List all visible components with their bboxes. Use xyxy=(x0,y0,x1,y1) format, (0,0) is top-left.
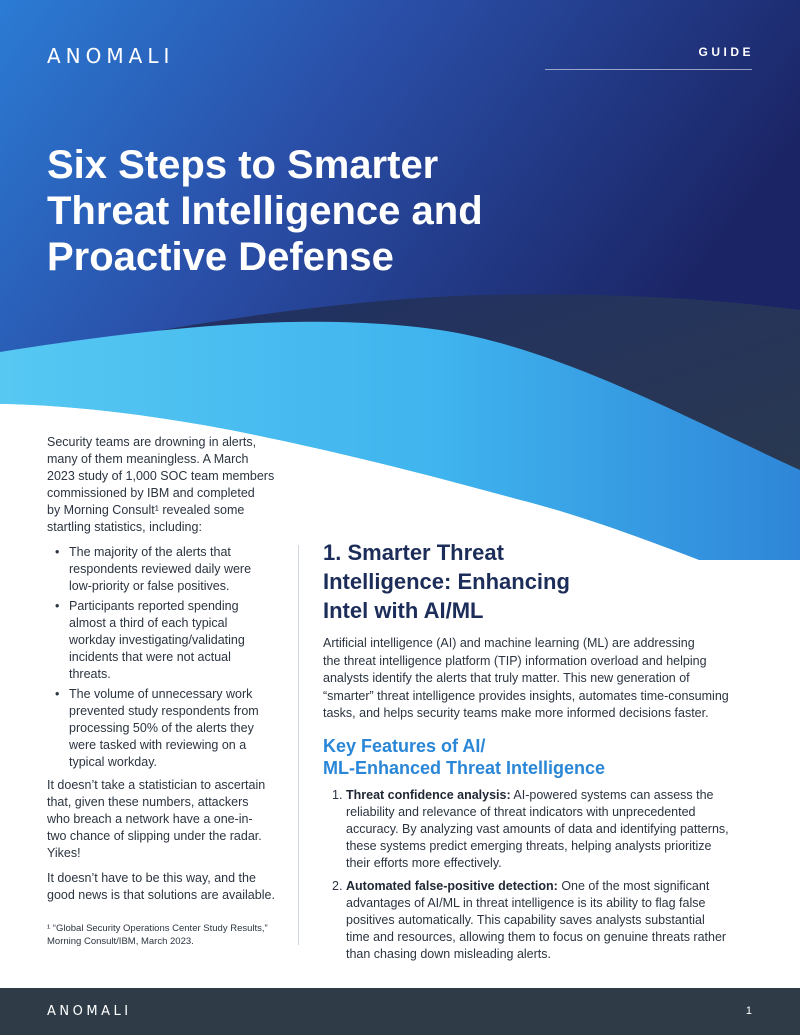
text-line: accuracy. By analyzing vast amounts of data and identifying patterns, xyxy=(346,821,729,836)
text-line: advantages of AI/ML in threat intelligence is its ability to flag false xyxy=(346,895,706,910)
intro-paragraph xyxy=(47,777,283,862)
text-line: startling statistics, including: xyxy=(47,520,202,534)
title-line: Intelligence: Enhancing xyxy=(323,569,570,594)
section-body xyxy=(323,635,743,723)
text-line: tasks, and helps security teams make more informed decisions faster. xyxy=(323,706,709,720)
list-item xyxy=(323,878,743,963)
text-line xyxy=(346,787,743,804)
title-line: Key Features of AI/ xyxy=(323,735,486,756)
column-divider xyxy=(298,545,299,945)
text-line: many of them meaningless. A March xyxy=(47,452,249,466)
list-item xyxy=(47,598,283,683)
text-line: incidents that were not actual xyxy=(69,650,231,664)
title-line: Threat Intelligence and xyxy=(47,189,483,233)
footnote xyxy=(47,922,287,948)
text-line: low-priority or false positives. xyxy=(69,579,230,593)
text-line: who breach a network have a one-in- xyxy=(47,812,253,826)
text-line: these systems predict emerging threats, helping analysts prioritize xyxy=(346,838,712,853)
text-line: were tasked with reviewing on a xyxy=(69,738,247,752)
page-title xyxy=(47,142,607,280)
intro-paragraph xyxy=(47,434,283,536)
text-line: Morning Consult/IBM, March 2023. xyxy=(47,936,194,947)
feature-name: Threat confidence analysis: xyxy=(346,787,511,802)
text-line: The majority of the alerts that xyxy=(69,545,231,559)
list-item xyxy=(323,787,743,872)
title-line: Intel with AI/ML xyxy=(323,598,484,623)
text-line: It doesn’t have to be this way, and the xyxy=(47,871,256,885)
text-line: processing 50% of the alerts they xyxy=(69,721,254,735)
page-number: 1 xyxy=(745,1005,752,1017)
title-line: ML-Enhanced Threat Intelligence xyxy=(323,757,606,778)
text-line: good news is that solutions are available. xyxy=(47,888,275,902)
text-line: commissioned by IBM and completed xyxy=(47,486,255,500)
list-number: 1. xyxy=(332,787,343,802)
text-line: time and resources, allowing them to focus on genuine threats rather xyxy=(346,929,727,944)
text-line: prevented study respondents from xyxy=(69,704,259,718)
title-line: 1. Smarter Threat xyxy=(323,540,504,565)
text-line: analysts identify the alerts that truly matter. This new generation of xyxy=(323,671,690,685)
feature-name: Automated false-positive detection: xyxy=(346,878,558,893)
list-item xyxy=(47,544,283,595)
text-line: Participants reported spending xyxy=(69,599,239,613)
text-line: Security teams are drowning in alerts, xyxy=(47,435,257,449)
section-title xyxy=(323,538,743,625)
text-line: typical workday. xyxy=(69,755,157,769)
text-line: positives automatically. This capability saves analysts substantial xyxy=(346,912,705,927)
stats-list xyxy=(47,544,283,771)
bullet-icon: • xyxy=(55,687,60,701)
text-line: two chance of slipping under the radar. xyxy=(47,829,262,843)
title-line: Six Steps to Smarter xyxy=(47,143,439,187)
list-number: 2. xyxy=(332,878,343,893)
text-line: by Morning Consult¹ revealed some xyxy=(47,503,245,517)
text-fragment: AI-powered systems can assess the xyxy=(510,787,714,802)
text-line: their efforts more effectively. xyxy=(346,855,502,870)
text-line: that, given these numbers, attackers xyxy=(47,795,249,809)
subsection-title xyxy=(323,735,743,779)
text-line: than chasing down misleading alerts. xyxy=(346,946,551,961)
text-fragment: One of the most significant xyxy=(557,878,710,893)
text-line: respondents reviewed daily were xyxy=(69,562,252,576)
text-line: reliability and relevance of threat indicators with unprecedented xyxy=(346,804,696,819)
doc-type-label: GUIDE xyxy=(698,45,754,59)
intro-column xyxy=(47,434,283,912)
bullet-icon: • xyxy=(55,545,60,559)
text-line: Yikes! xyxy=(47,846,81,860)
text-line: workday investigating/validating xyxy=(69,633,245,647)
text-line: It doesn’t take a statistician to ascertain xyxy=(47,778,266,792)
list-item xyxy=(47,686,283,771)
section-1 xyxy=(323,538,743,969)
intro-paragraph xyxy=(47,870,283,904)
anomali-logo: ANOMALI xyxy=(47,44,175,68)
header-rule xyxy=(545,69,752,70)
text-line: threats. xyxy=(69,667,111,681)
text-line: 2023 study of 1,000 SOC team members xyxy=(47,469,275,483)
text-line: almost a third of each typical xyxy=(69,616,228,630)
footer-logo: ANOMALI xyxy=(47,1004,132,1019)
text-line xyxy=(346,878,743,895)
bullet-icon: • xyxy=(55,599,60,613)
title-line: Proactive Defense xyxy=(47,235,394,279)
text-line: Artificial intelligence (AI) and machine learning (ML) are addressing xyxy=(323,636,695,650)
features-list xyxy=(323,787,743,963)
text-line: the threat intelligence platform (TIP) information overload and helping xyxy=(323,653,707,668)
text-line: ¹ “Global Security Operations Center Study Results,” xyxy=(47,923,268,934)
text-line: The volume of unnecessary work xyxy=(69,687,253,701)
page-footer xyxy=(0,988,800,1035)
text-line: “smarter” threat intelligence provides insights, automates time-consuming xyxy=(323,688,729,703)
